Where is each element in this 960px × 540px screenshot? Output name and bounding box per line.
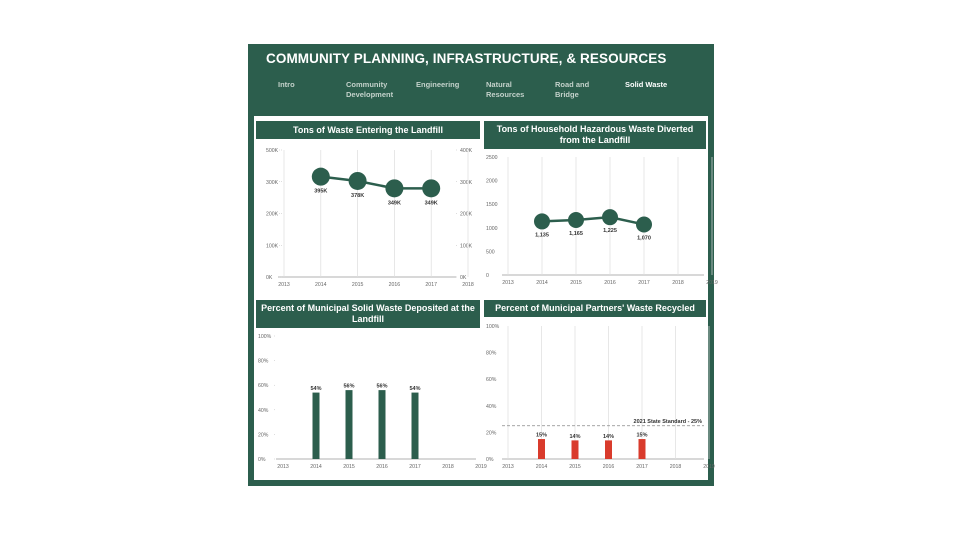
panel-hazardous-waste-diverted — [484, 121, 718, 295]
chart-title: Tons of Household Hazardous Waste Diverted from the Landfill — [484, 121, 706, 149]
x-tick-label: 2016 — [376, 464, 388, 470]
x-tick-label: 2019 — [706, 280, 718, 286]
series-line — [321, 177, 431, 189]
data-point — [568, 212, 584, 228]
bar — [605, 440, 612, 459]
data-label: 349K — [424, 200, 438, 207]
data-label: 378K — [351, 192, 365, 199]
data-label: 1,070 — [637, 235, 651, 242]
x-tick-label: 2018 — [669, 464, 682, 470]
nav-bar — [248, 78, 714, 114]
x-tick-label: 2013 — [277, 464, 289, 470]
nav-item-solid-waste[interactable]: Solid Waste — [625, 80, 668, 89]
y-tick-label: 500 — [486, 249, 495, 256]
data-point — [602, 209, 618, 225]
y-tick-label: 100% — [258, 334, 272, 340]
y-tick-label: 80% — [258, 358, 269, 365]
bar — [313, 393, 320, 459]
chart-percent-deposited — [256, 328, 487, 478]
x-tick-label: 2018 — [442, 464, 454, 470]
chart-title: Percent of Municipal Solid Waste Deposited at the Landfill — [256, 300, 480, 328]
y-tick-label: 2500 — [486, 155, 498, 161]
series-line — [542, 217, 644, 224]
data-label: 14% — [569, 433, 581, 440]
x-tick-label: 2019 — [703, 464, 715, 470]
y-tick-label: 0% — [258, 457, 266, 463]
x-tick-label: 2014 — [310, 464, 322, 470]
x-tick-label: 2016 — [388, 282, 401, 288]
y-tick-label: 60% — [486, 377, 497, 384]
y-tick-label: 1000 — [486, 225, 498, 232]
data-label: 56% — [376, 383, 388, 390]
bar — [379, 390, 386, 459]
data-label: 15% — [636, 432, 648, 439]
y-tick-label: 1500 — [486, 202, 498, 209]
x-tick-label: 2015 — [570, 280, 582, 286]
x-tick-label: 2018 — [462, 282, 474, 288]
nav-item-engineering[interactable]: Engineering — [416, 80, 460, 89]
data-label: 54% — [310, 386, 322, 393]
x-tick-label: 2015 — [351, 282, 364, 288]
x-tick-label: 2015 — [343, 464, 355, 470]
data-label: 54% — [409, 386, 421, 393]
panel-waste-entering-landfill — [256, 121, 480, 295]
data-label: 395K — [314, 188, 328, 195]
x-tick-label: 2016 — [602, 464, 615, 470]
y2-tick-label: 200K — [460, 211, 473, 218]
chart-title: Tons of Waste Entering the Landfill — [256, 121, 480, 139]
data-label: 349K — [387, 200, 401, 207]
x-tick-label: 2014 — [536, 280, 548, 286]
y-tick-label: 20% — [258, 432, 269, 439]
y-tick-label: 0% — [486, 457, 494, 463]
panel-percent-deposited — [256, 300, 487, 478]
data-label: 15% — [535, 432, 548, 439]
x-tick-label: 2016 — [604, 280, 616, 286]
data-point — [349, 172, 367, 190]
data-point — [385, 179, 403, 197]
data-label: 14% — [602, 433, 615, 440]
y-tick-label: 80% — [486, 350, 497, 357]
x-tick-label: 2017 — [636, 464, 648, 470]
y2-tick-label: 100K — [460, 243, 473, 250]
data-label: 1,135 — [535, 232, 549, 239]
dashboard-frame — [248, 44, 718, 486]
bar — [412, 393, 419, 459]
x-tick-label: 2015 — [569, 464, 581, 470]
bar — [538, 439, 545, 459]
y-tick-label: 2000 — [486, 178, 498, 185]
nav-item-intro[interactable]: Intro — [278, 80, 295, 89]
y-tick-label: 40% — [486, 403, 497, 410]
nav-item-road-and-bridge[interactable]: Road and Bridge — [555, 80, 590, 99]
reference-line-label: 2021 State Standard - 25% — [633, 418, 702, 425]
y-tick-label: 200K — [266, 211, 279, 218]
x-tick-label: 2014 — [535, 464, 548, 470]
data-point — [636, 216, 652, 232]
data-label: 56% — [343, 383, 355, 390]
bar — [572, 440, 579, 459]
nav-item-natural-resources[interactable]: Natural Resources — [486, 80, 525, 99]
chart-hazardous-waste-diverted — [484, 149, 718, 295]
chart-waste-entering-landfill — [256, 139, 480, 295]
y-tick-label: 40% — [258, 407, 269, 414]
data-point — [422, 179, 440, 197]
panel-partners-waste-recycled — [484, 300, 715, 478]
y-tick-label: 100K — [266, 243, 279, 250]
bar — [639, 439, 646, 459]
data-label: 1,165 — [569, 231, 583, 238]
y2-tick-label: 0K — [460, 275, 467, 281]
y-tick-label: 20% — [486, 430, 497, 437]
chart-title: Percent of Municipal Partners' Waste Recycled — [484, 300, 706, 317]
y-tick-label: 60% — [258, 383, 269, 390]
y-tick-label: 0K — [266, 275, 273, 281]
page-title: COMMUNITY PLANNING, INFRASTRUCTURE, & RESOURCES — [266, 51, 667, 66]
x-tick-label: 2014 — [315, 282, 327, 288]
y-tick-label: 0 — [486, 273, 489, 279]
data-label: 1,225 — [603, 228, 617, 235]
y-tick-label: 100% — [486, 324, 500, 330]
x-tick-label: 2013 — [278, 282, 290, 288]
chart-partners-waste-recycled — [484, 317, 715, 478]
y2-tick-label: 400K — [460, 148, 473, 154]
x-tick-label: 2017 — [425, 282, 437, 288]
x-tick-label: 2017 — [638, 280, 650, 286]
y-tick-label: 500K — [266, 148, 279, 154]
data-point — [312, 168, 330, 186]
x-tick-label: 2018 — [672, 280, 684, 286]
bar — [346, 390, 353, 459]
nav-item-community-development[interactable]: Community Development — [346, 80, 394, 99]
dashboard-content — [254, 116, 718, 480]
y2-tick-label: 300K — [460, 179, 473, 186]
x-tick-label: 2013 — [502, 280, 514, 286]
y-tick-label: 300K — [266, 179, 279, 186]
x-tick-label: 2017 — [409, 464, 421, 470]
data-point — [534, 213, 550, 229]
x-tick-label: 2019 — [475, 464, 487, 470]
x-tick-label: 2013 — [502, 464, 514, 470]
